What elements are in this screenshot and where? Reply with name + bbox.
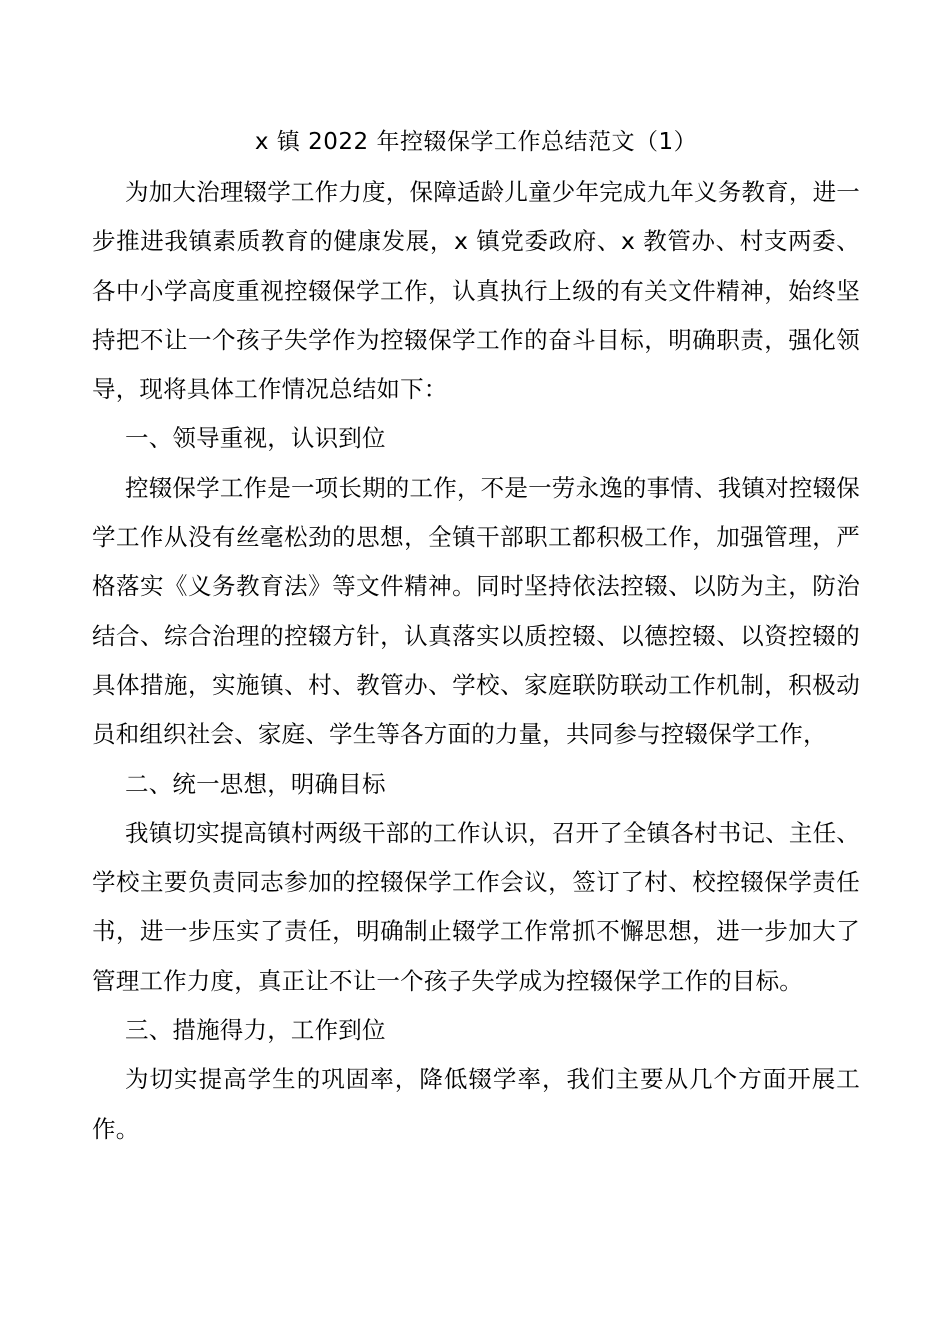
document-title: x 镇 2022 年控辍保学工作总结范文（1） bbox=[254, 129, 698, 155]
section-heading-3: 三、措施得力，工作到位 bbox=[125, 1016, 386, 1045]
section-2-paragraph: 我镇切实提高镇村两级干部的工作认识，召开了全镇各村书记、主任、学校主要负责同志参加的控辍保学工作会议，签订了村、校控辍保学责任书，进一步压实了责任，明确制止辍学工作常抓不懈思想，进一步加大了管理工作力度，真正让不让一个孩子失学成为控辍保学工作的目标。 bbox=[92, 818, 860, 995]
section-heading-2: 二、统一思想，明确目标 bbox=[125, 769, 386, 798]
document-page bbox=[92, 118, 860, 1154]
intro-paragraph: 为加大治理辍学工作力度，保障适龄儿童少年完成九年义务教育，进一步推进我镇素质教育的健康发展，x 镇党委政府、x 教管办、村支两委、各中小学高度重视控辍保学工作，认真执行上级的有关文件精神，始终坚持把不让一个孩子失学作为控辍保学工作的奋斗目标，明确职责，强化领导，现将具体工作情况总结如下： bbox=[92, 178, 860, 404]
section-heading-1: 一、领导重视，认识到位 bbox=[125, 424, 386, 453]
section-1-paragraph: 控辍保学工作是一项长期的工作，不是一劳永逸的事情、我镇对控辍保学工作从没有丝毫松劲的思想，全镇干部职工都积极工作，加强管理，严格落实《义务教育法》等文件精神。同时坚持依法控辍、以防为主，防治结合、综合治理的控辍方针，认真落实以质控辍、以德控辍、以资控辍的具体措施，实施镇、村、教管办、学校、家庭联防联动工作机制，积极动员和组织社会、家庭、学生等各方面的力量，共同参与控辍保学工作， bbox=[92, 473, 860, 749]
section-3-paragraph: 为切实提高学生的巩固率，降低辍学率，我们主要从几个方面开展工作。 bbox=[92, 1065, 860, 1143]
